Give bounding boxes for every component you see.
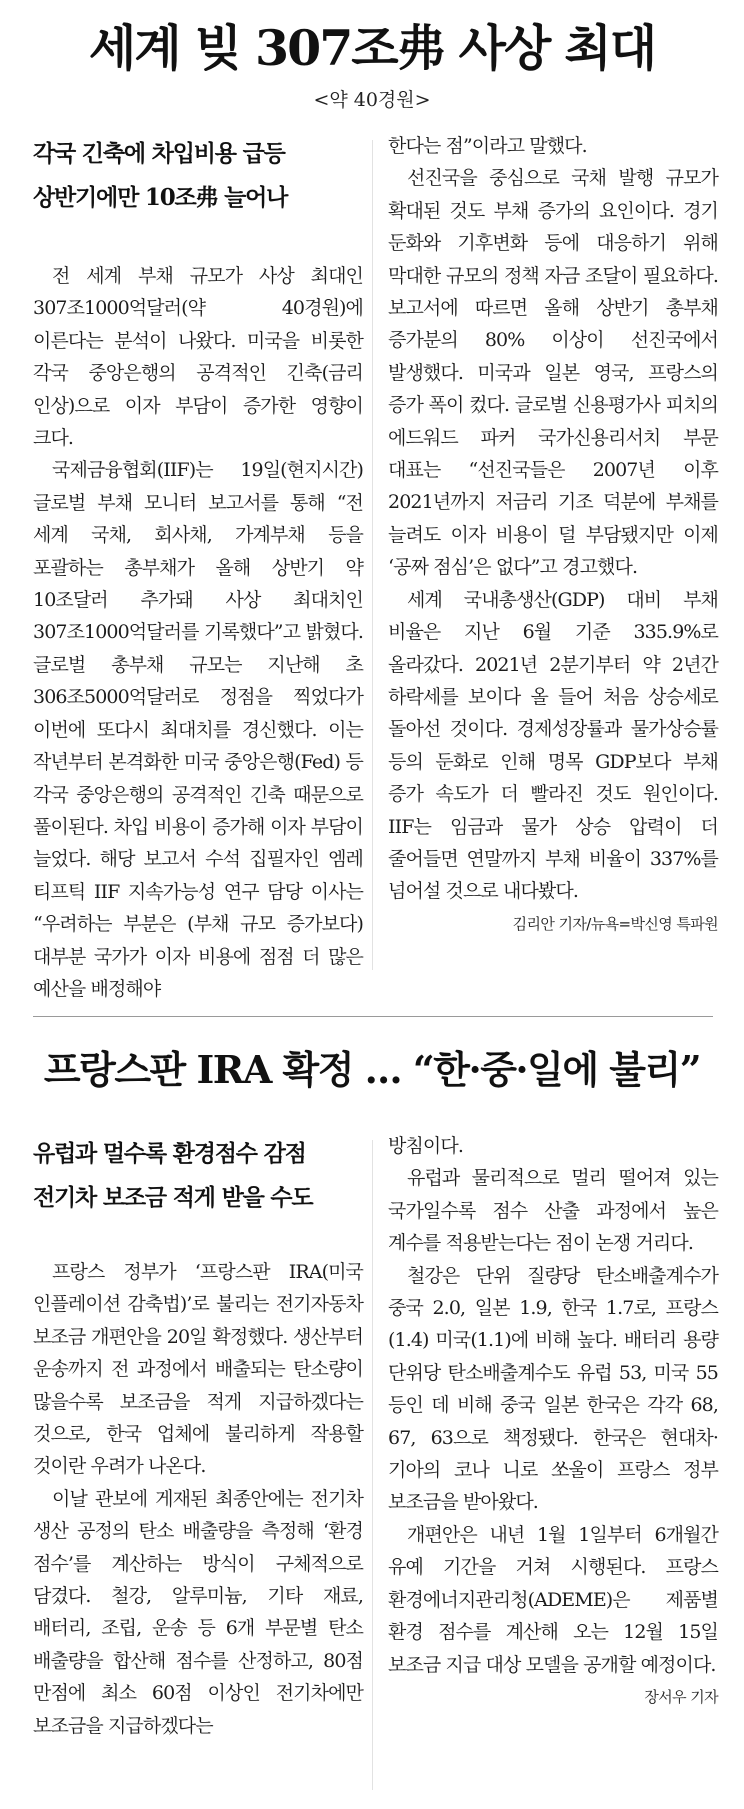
article-deck bbox=[33, 132, 363, 220]
left-column bbox=[33, 1132, 363, 1742]
body-paragraph: 국제금융협회(IIF)는 19일(현지시간) 글로벌 부채 모니터 보고서를 통해 “전 세계 국채, 회사채, 가계부채 등을 포괄하는 총부채가 올해 상반기 약 10조달러 추가돼 사상 최대치인 307조1000억달러를 기록했다”고 밝혔다. 글로벌 총부채 규모는 지난해 초 306조5000억달러로 정점을 찍었다가 이번에 또다시 최대치를 경신했다. 이는 작년부터 본격화한 미국 중앙은행(Fed) 등 각국 중앙은행의 공격적인 긴축 때문으로 풀이된다. 차입 비용이 증가해 이자 부담이 늘었다. 해당 보고서 수석 집필자인 엠레 티프틱 IIF 지속가능성 연구 담당 이사는 “우려하는 부분은 (부채 규모 증가보다) 대부분 국가가 이자 비용에 점점 더 많은 예산을 배정해야 bbox=[33, 459, 363, 1000]
article-france-ira bbox=[0, 1022, 744, 1809]
article-body bbox=[388, 130, 718, 908]
column-rule bbox=[372, 1140, 373, 1790]
article-body bbox=[33, 260, 363, 1005]
body-paragraph: 전 세계 부채 규모가 사상 최대인 307조1000억달러(약 40경원)에 이른다는 분석이 나왔다. 미국을 비롯한 각국 중앙은행의 공격적인 긴축(금리 인상)으로 이자 부담이 증가한 영향이 크다. bbox=[33, 265, 363, 450]
deck-line: 유럽과 멀수록 환경점수 감점 bbox=[33, 1140, 306, 1167]
body-paragraph: 방침이다. bbox=[388, 1135, 463, 1157]
right-column bbox=[388, 130, 718, 940]
deck-line: 전기차 보조금 적게 받을 수도 bbox=[33, 1184, 313, 1211]
body-paragraph: 유럽과 물리적으로 멀리 떨어져 있는 국가일수록 점수 산출 과정에서 높은 계수를 적용받는다는 점이 논쟁 거리다. bbox=[388, 1167, 718, 1255]
section-divider bbox=[33, 1016, 713, 1017]
article-deck bbox=[33, 1132, 363, 1220]
body-paragraph: 이날 관보에 게재된 최종안에는 전기차 생산 공정의 탄소 배출량을 측정해 ‘환경 점수’를 계산하는 방식이 구체적으로 담겼다. 철강, 알루미늄, 기타 재료, 배터리, 조립, 운송 등 6개 부문별 탄소 배출량을 합산해 점수를 산정하고, 80점 만점에 최소 60점 이상인 전기차에만 보조금을 지급하겠다는 bbox=[33, 1487, 363, 1737]
body-paragraph: 철강은 단위 질량당 탄소배출계수가 중국 2.0, 일본 1.9, 한국 1.7로, 프랑스(1.4) 미국(1.1)에 비해 높다. 배터리 용량 단위당 탄소배출계수도 유럽 53, 미국 55 등인 데 비해 중국 일본 한국은 각각 68, 67, 63으로 책정됐다. 한국은 현대차·기아의 코나 니로 쏘울이 프랑스 정부 보조금을 받아왔다. bbox=[388, 1264, 718, 1514]
byline: 김리안 기자/뉴욕=박신영 특파원 bbox=[512, 914, 718, 933]
body-paragraph: 선진국을 중심으로 국채 발행 규모가 확대된 것도 부채 증가의 요인이다. 경기 둔화와 기후변화 등에 대응하기 위해 막대한 규모의 정책 자금 조달이 필요하다. 보고서에 따르면 올해 상반기 총부채 증가분의 80% 이상이 선진국에서 발생했다. 미국과 일본 영국, 프랑스의 증가 폭이 컸다. 글로벌 신용평가사 피치의 에드워드 파커 국가신용리서치 부문 대표는 “선진국들은 2007년 이후 2021년까지 저금리 기조 덕분에 부채를 늘려도 이자 비용이 덜 부담됐지만 이제 ‘공짜 점심’은 없다”고 경고했다. bbox=[388, 167, 718, 579]
article-headline: 세계 빚 307조弗 사상 최대 bbox=[88, 19, 656, 77]
body-paragraph: 세계 국내총생산(GDP) 대비 부채 비율은 지난 6월 기준 335.9%로 올라갔다. 2021년 2분기부터 약 2년간 하락세를 보이다 올 들어 처음 상승세로 돌아선 것이다. 경제성장률과 물가상승률 등의 둔화로 인해 명목 GDP보다 부채 증가 속도가 더 빨라진 것도 원인이다. IIF는 임금과 물가 상승 압력이 더 줄어들면 연말까지 부채 비율이 337%를 넘어설 것으로 내다봤다. bbox=[388, 588, 718, 903]
body-paragraph: 개편안은 내년 1월 1일부터 6개월간 유예 기간을 거쳐 시행된다. 프랑스 환경에너지관리청(ADEME)은 제품별 환경 점수를 계산해 오는 12월 15일 보조금 지급 대상 모델을 공개할 예정이다. bbox=[388, 1523, 718, 1676]
column-rule bbox=[372, 140, 373, 970]
left-column bbox=[33, 132, 363, 1005]
article-body bbox=[388, 1130, 718, 1681]
right-column bbox=[388, 1130, 718, 1713]
article-subnote: <약 40경원> bbox=[313, 89, 431, 111]
deck-line: 상반기에만 10조弗 늘어나 bbox=[33, 184, 288, 211]
body-paragraph: 프랑스 정부가 ‘프랑스판 IRA(미국 인플레이션 감축법)’로 불리는 전기자동차 보조금 개편안을 20일 확정했다. 생산부터 운송까지 전 과정에서 배출되는 탄소량이 많을수록 보조금을 적게 지급하겠다는 것으로, 한국 업체에 불리하게 작용할 것이란 우려가 나온다. bbox=[33, 1261, 363, 1478]
deck-line: 각국 긴축에 차입비용 급등 bbox=[33, 140, 285, 167]
byline: 장서우 기자 bbox=[644, 1687, 718, 1706]
article-body bbox=[33, 1256, 363, 1742]
article-headline: 프랑스판 IRA 확정 … “한·중·일에 불리” bbox=[43, 1047, 701, 1092]
body-paragraph: 한다는 점”이라고 말했다. bbox=[388, 135, 587, 157]
